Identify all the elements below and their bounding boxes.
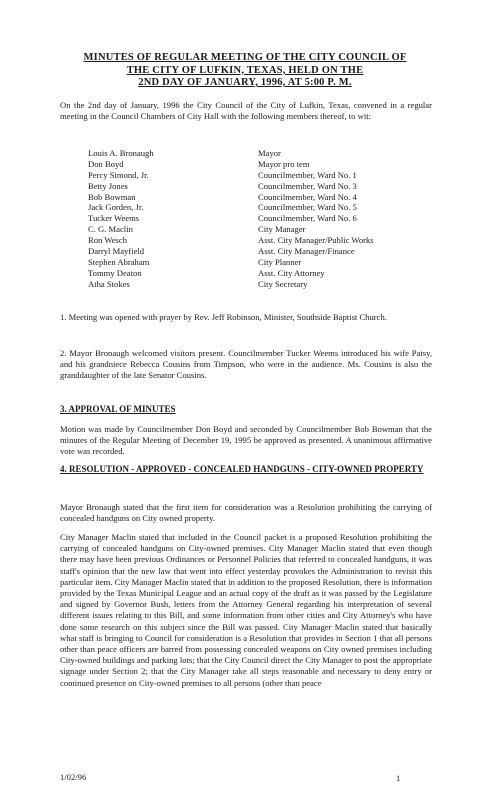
roster-name: Tucker Weems [88, 213, 140, 224]
title-line-1: MINUTES OF REGULAR MEETING OF THE CITY COUNCIL OF [83, 52, 407, 63]
roster-role: Councilmember, Ward No. 6 [258, 213, 357, 224]
roster-name: Bob Bowman [88, 191, 136, 202]
roster-row [88, 213, 428, 224]
item-2-welcome: 2. Mayor Bronaugh welcomed visitors present. Councilmember Tucker Weems introduced his wife Patsy, and his grandniece Rebecca Cousins from Timpson, who were in the audience. Ms. Cousins is also the granddaughter of the late Senator Cousins. [60, 348, 432, 381]
roster-role: City Manager [258, 224, 306, 235]
roster-row [88, 181, 428, 192]
title-line-2: THE CITY OF LUFKIN, TEXAS, HELD ON THE [126, 64, 364, 76]
item-4-heading: 4. RESOLUTION - APPROVED - CONCEALED HANDGUNS - CITY-OWNED PROPERTY [60, 464, 424, 474]
item-3-body: Motion was made by Councilmember Don Boyd and seconded by Councilmember Bob Bowman that the minutes of the Regular Meeting of December 19, 1995 be approved as presented. A unanimous affirmative vote was recorded. [60, 424, 432, 457]
roster-role: Councilmember, Ward No. 3 [258, 180, 357, 191]
attendance-roster [88, 148, 428, 290]
roster-row [88, 170, 428, 181]
roster-role: Asst. City Manager/Public Works [258, 235, 374, 246]
roster-role: City Planner [258, 256, 302, 267]
item-3-heading: 3. APPROVAL OF MINUTES [60, 404, 176, 414]
roster-name: Darryl Mayfield [88, 246, 145, 257]
roster-row [88, 235, 428, 246]
roster-name: Louis A. Bronaugh [88, 148, 154, 158]
roster-role: Councilmember, Ward No. 5 [258, 202, 357, 213]
intro-paragraph: On the 2nd day of January, 1996 the City Council of the City of Lufkin, Texas, convened in a regular meeting in the Council Chambers of City Hall with the following members thereof, to wit: [60, 100, 432, 122]
item-1-invocation: 1. Meeting was opened with prayer by Rev. Jeff Robinson, Minister, Southside Baptist Church. [60, 312, 387, 322]
roster-row [88, 202, 428, 213]
roster-name: Ron Wesch [88, 235, 128, 246]
roster-name: Tommy Deaton [88, 267, 142, 278]
roster-row [88, 148, 428, 159]
roster-row [88, 192, 428, 203]
roster-name: Stephen Abraham [88, 256, 150, 267]
item-4-paragraph-1: Mayor Bronaugh stated that the first item for consideration was a Resolution prohibiting the carrying of concealed handguns on City owned property. [60, 502, 432, 524]
roster-row [88, 268, 428, 279]
roster-name: C. G. Maclin [88, 224, 133, 235]
roster-row [88, 279, 428, 290]
roster-name: Jack Gorden, Jr. [88, 202, 144, 213]
roster-row [88, 159, 428, 170]
roster-name: Atha Stokes [88, 278, 130, 289]
item-4-paragraph-2: City Manager Maclin stated that included in the Council packet is a proposed Resolution prohibiting the carrying of concealed handguns on City-owned premises. City Manager Maclin stated that even though there may have been previous Ordinances or Personnel Policies that referred to concealed handguns, it was staff's opinion that the new law that went into effect yesterday provokes the Administration to revisit this particular item. City Manager Maclin stated that in addition to the proposed Resolution, there is information provided by the Texas Municipal League and an actual copy of the draft as it was passed by the Legislature and signed by Governor Bush, letters from the Attorney General regarding his interpretation of several different issues relating to this Bill, and some information from other cities and City Attorney's who have done some research on this subject since the Bill was passed. City Manager Maclin stated that basically what staff is bringing to Council for consideration is a Resolution that provides in Section 1 that all persons other than peace officers are barred from possessing concealed weapons on City owned premises including City-owned buildings and parking lots; that the City Council direct the City Manager to post the appropriate signage under Section 2; that the City Manager take all steps reasonable and necessary to deny entry or continued presence on City-owned premises to all persons (other than peace [60, 532, 432, 688]
roster-role: Asst. City Manager/Finance [258, 246, 355, 257]
roster-role: Mayor [258, 148, 281, 158]
roster-role: Councilmember, Ward No. 1 [258, 169, 357, 180]
minutes-title [40, 52, 450, 90]
roster-name: Betty Jones [88, 180, 128, 191]
roster-name: Don Boyd [88, 158, 124, 169]
roster-role: Mayor pro tem [258, 158, 310, 169]
roster-name: Percy Simond, Jr. [88, 169, 149, 180]
roster-role: Asst. City Attorney [258, 267, 325, 278]
roster-row [88, 246, 428, 257]
roster-row [88, 224, 428, 235]
roster-role: City Secretary [258, 278, 308, 289]
footer-date: 1/02/96 [60, 772, 87, 782]
roster-row [88, 257, 428, 268]
title-line-3: 2ND DAY OF JANUARY, 1996, AT 5:00 P. M. [138, 77, 352, 88]
roster-role: Councilmember, Ward No. 4 [258, 191, 357, 202]
page-number: 1 [396, 773, 401, 783]
